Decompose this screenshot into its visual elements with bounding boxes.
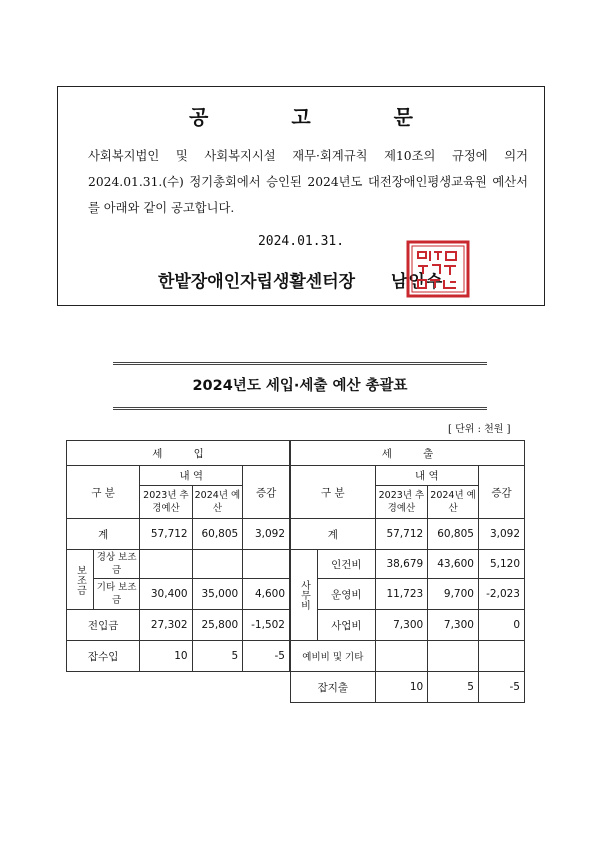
expense-row-label: 잡지출 — [291, 672, 376, 703]
expense-row-2024 — [428, 641, 479, 672]
income-col-2024: 2024년 예산 — [192, 486, 243, 519]
expense-row-change: 0 — [478, 610, 524, 641]
expense-row-2023: 11,723 — [375, 579, 428, 610]
expense-header: 세 출 — [291, 441, 525, 466]
expense-total-row — [291, 519, 525, 550]
expense-row-change: -5 — [478, 672, 524, 703]
unit-label: [ 단위 : 천원 ] — [448, 424, 511, 435]
table-row — [67, 579, 290, 610]
income-row-change: -1,502 — [243, 610, 290, 641]
income-row-change: 4,600 — [243, 579, 290, 610]
expense-total-2024: 60,805 — [428, 519, 479, 550]
income-header: 세 입 — [67, 441, 290, 466]
income-row-2024: 25,800 — [192, 610, 243, 641]
table-row — [67, 550, 290, 579]
expense-col-2023: 2023년 추경예산 — [375, 486, 428, 519]
organization-name: 한밭장애인자립생활센터장 — [158, 272, 356, 292]
table-row — [67, 641, 290, 672]
income-row-2024: 35,000 — [192, 579, 243, 610]
expense-col-change: 증감 — [478, 466, 524, 519]
expense-row-2024: 5 — [428, 672, 479, 703]
subsidy-group-label: 보조금 — [67, 550, 94, 610]
income-total-row — [67, 519, 290, 550]
income-row-label: 기타 보조금 — [94, 579, 140, 610]
expense-row-change: 5,120 — [478, 550, 524, 579]
income-header-row — [67, 441, 290, 466]
expense-col-2024: 2024년 예산 — [428, 486, 479, 519]
income-row-change — [243, 550, 290, 579]
income-total-2023: 57,712 — [140, 519, 192, 550]
table-row — [67, 610, 290, 641]
expense-row-2023 — [375, 641, 428, 672]
summary-title-box — [113, 362, 487, 410]
expense-header-row — [291, 441, 525, 466]
income-row-2023: 30,400 — [140, 579, 192, 610]
income-col-category: 구 분 — [67, 466, 140, 519]
expense-total-change: 3,092 — [478, 519, 524, 550]
expense-row-label: 예비비 및 기타 — [291, 641, 376, 672]
income-table — [66, 440, 290, 672]
expense-col-category: 구 분 — [291, 466, 376, 519]
expense-total-2023: 57,712 — [375, 519, 428, 550]
notice-title: 공 고 문 — [189, 105, 451, 129]
table-row — [291, 672, 525, 703]
expense-row-2024: 7,300 — [428, 610, 479, 641]
income-row-2024: 5 — [192, 641, 243, 672]
expense-table — [290, 440, 525, 703]
expense-row-change — [478, 641, 524, 672]
income-row-label: 전입금 — [67, 610, 140, 641]
table-row — [291, 610, 525, 641]
income-row-2023 — [140, 550, 192, 579]
notice-box — [57, 86, 545, 306]
income-total-change: 3,092 — [243, 519, 290, 550]
official-seal-stamp — [406, 240, 470, 298]
expense-row-label: 인건비 — [318, 550, 376, 579]
expense-col-details: 내 역 — [375, 466, 478, 486]
expense-row-2024: 9,700 — [428, 579, 479, 610]
income-row-2023: 27,302 — [140, 610, 192, 641]
expense-row-label: 운영비 — [318, 579, 376, 610]
expense-row-2024: 43,600 — [428, 550, 479, 579]
table-row — [291, 641, 525, 672]
expense-total-label: 계 — [291, 519, 376, 550]
expense-row-change: -2,023 — [478, 579, 524, 610]
table-row — [291, 579, 525, 610]
income-row-2023: 10 — [140, 641, 192, 672]
income-row-label: 잡수입 — [67, 641, 140, 672]
expense-subheader-row — [291, 466, 525, 486]
notice-body: 사회복지법인 및 사회복지시설 재무·회계규칙 제10조의 규정에 의거 2024.01.31.(수) 정기총회에서 승인된 2024년도 대전장애인평생교육원 예산서를 아래와 같이 공고합니다. — [88, 149, 528, 215]
income-row-label: 경상 보조금 — [94, 550, 140, 579]
income-total-2024: 60,805 — [192, 519, 243, 550]
income-total-label: 계 — [67, 519, 140, 550]
signer-name: 남인수 — [391, 272, 444, 292]
expense-row-2023: 10 — [375, 672, 428, 703]
income-row-2024 — [192, 550, 243, 579]
summary-title: 2024년도 세입·세출 예산 총괄표 — [192, 378, 408, 394]
table-row — [291, 550, 525, 579]
expense-row-label: 사업비 — [318, 610, 376, 641]
income-col-details: 내 역 — [140, 466, 243, 486]
income-col-change: 증감 — [243, 466, 290, 519]
office-group-label: 사무비 — [291, 550, 318, 641]
notice-date: 2024.01.31. — [257, 234, 345, 249]
income-col-2023: 2023년 추경예산 — [140, 486, 192, 519]
income-subheader-row — [67, 466, 290, 486]
expense-row-2023: 7,300 — [375, 610, 428, 641]
expense-row-2023: 38,679 — [375, 550, 428, 579]
income-row-change: -5 — [243, 641, 290, 672]
